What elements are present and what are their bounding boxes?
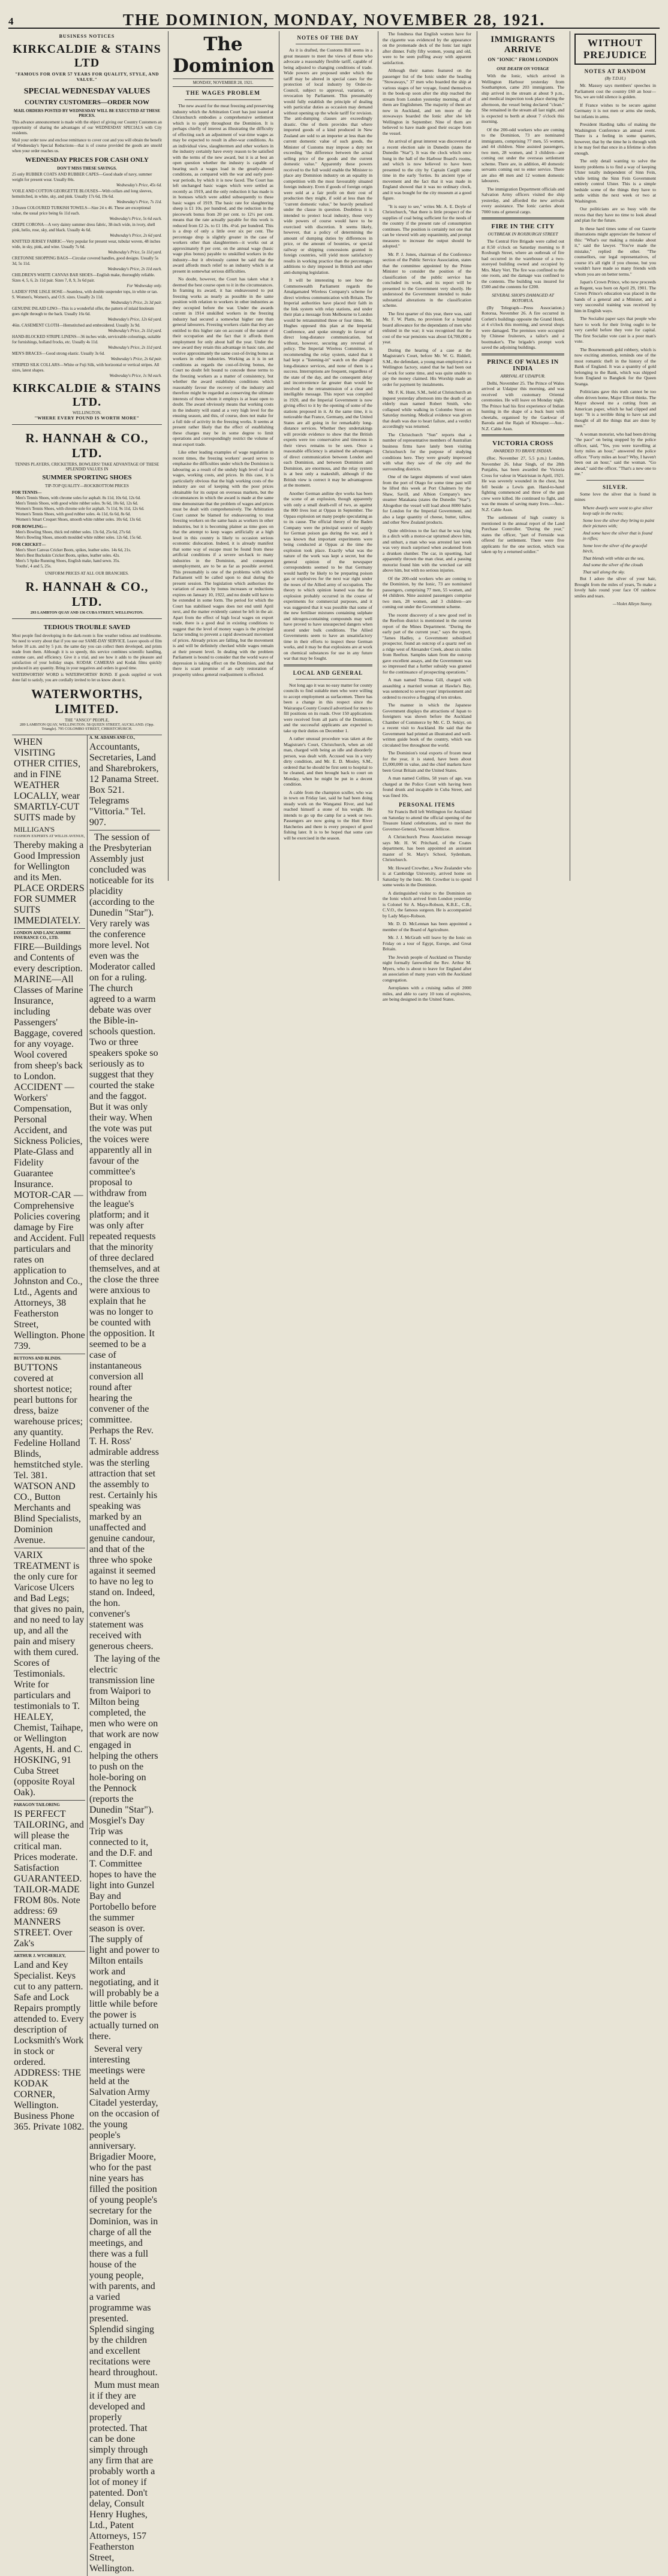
wp-paragraph: Mr. Massey says members' speeches in Parliament cost the country £60 an hour—Yes, we are told silence is golden. xyxy=(574,83,656,99)
shoe-line: Men's Bowling Shoes, smooth moulded white rubber soles. 12s 6d, 15s 6d. xyxy=(16,535,142,540)
hannah-ad xyxy=(12,425,162,619)
special-values-headline: SPECIAL WEDNESDAY VALUES xyxy=(23,87,151,96)
poem-line: That sail along the sky. xyxy=(583,569,625,575)
sale-item-price: Wednesday's Price, 2s 6d pair. xyxy=(110,357,162,361)
waterworths-addresses: 289 LAMBTON QUAY, WELLINGTON. 58 QUEEN STREET, AUCKLAND. (Opp. Triangle). 795 COLOMBO STREET, CHRISTCHURCH. xyxy=(19,723,155,731)
local-paragraph: The first quarter of this year, there was, said Mr. F. W. Platts, no provision for a hospital board allowance for the dependants of men who enlisted in the war; it was recognised that the cost of the war pensions was about £4,700,000 a year. xyxy=(383,310,471,345)
small-ads xyxy=(12,735,162,2576)
local-paragraph: An arrival of great interest was discovered at a recent election sale in Dunedin (states the Dunedin "Star"). It was the clock which once hung in the hall of the Harbour Board's rooms, and which is now believed to have been presented to the city by Captain Cargill some time in the early 'forties. Its ancient type of movement and the fact that it was made in England showed that it was no ordinary clock, and it was bought for the city museum at a good figure. xyxy=(383,138,471,201)
local-paragraph: A man named Thomas Gill, charged with assaulting a married woman at Hawke's Bay, was sentenced to seven years' imprisonment and ordered to receive a flogging of ten strokes. xyxy=(383,677,471,700)
kirkcaldie-footer-brand: KIRKCALDIE & STAINS LTD. xyxy=(13,382,161,409)
paragon-text: IS PERFECT TAILORING, and will please the critical man. Prices moderate. Satisfaction GUARANTEED. TAILOR-MADE FROM 80s. Note address: 69 MANNERS STREET. Over Zak's xyxy=(14,1809,84,1949)
kirkcaldie-intro: This advance announcement is made with the object of giving our Country Customers an opportunity of sharing the advantages of our WEDNESDAY SPECIALS with City residents. xyxy=(12,120,162,135)
wp-paragraph: A woman motorist, who had been driving "the pace" on being stopped by the police officer, said, "Yes, you were travelling at forty miles an hour," answered the police officer. "Forty miles an hour? Why, I haven't been out an hour," said the woman. "Go ahead," said the officer. "That's a new one to me." xyxy=(574,431,656,476)
milligans-intro: WHEN VISITING OTHER CITIES, and in FINE WEATHER LOCALLY, wear SMARTLY-CUT SUITS made by xyxy=(14,737,81,823)
sale-item xyxy=(12,256,162,271)
cross-heading: VICTORIA CROSS xyxy=(492,440,553,447)
poem-line: And some have the silver that is found in rifles; xyxy=(583,530,652,541)
sale-item-price: Wednesday's Price, 2s 6d yard. xyxy=(110,233,162,238)
dateline: MONDAY, NOVEMBER 28, 1921. xyxy=(173,78,273,87)
dont-miss-label: DON'T MISS THESE SAVINGS. xyxy=(57,166,117,171)
sale-item-price: Wednesday's Price, 2s 3d pair. xyxy=(110,300,162,305)
notes-paragraph: As it is drafted, the Customs Bill seems in a great measure to meet the views of those who advocate a reasonably flexible tariff, capable of being adjusted to changing conditions of trade. Wide powers are proposed under which the tariff may be altered in special cases for the protection of local industry by Order-in-Council, subject to approval, variation, or revocation by Parliament. This presumably would fully establish the principle of dealing with particular duties as occasion may demand without opening up the whole tariff for revision. The anti-dumping clauses are exceedingly drastic. One of them provides that where imported goods of a kind produced in New Zealand are sold to an importer at less than the current domestic value of such goods, the Minister of Customs may impose a duty not exceeding "the difference between the actual selling price of the goods and the current domestic value." Apparently these powers received to the full would enable the Minister to place any Dominion industry on an equality in competition with the most favourably situated foreign industry. Even if goods of foreign origin were sold at a fair profit on their cost of production they might, if sold at less than the "current domestic value," be heavily penalised under the clause in question. Doubtless it is intended to protect local industry, those very wide powers of course would have to be exercised with discretion. It seems likely, however, that a policy of determining the amount of dumping duties by differences in price, or the amount of bounties, or special railway or shipping concessions granted in foreign countries, will yield more satisfactory results in working practice than the percentages additions to duty imposed in British and other anti-dumping legislation. xyxy=(284,47,372,275)
sale-item-price: Wednesday's Price, 7s 11d. xyxy=(116,200,162,204)
prince-heading: PRINCE OF WALES IN INDIA xyxy=(487,358,559,372)
local-paragraph: During the hearing of a case at the Magistrate's Court, before Mr. W. G. Riddell, S.M., the defendant, a young man employed in a Wellington factory, stated that he had been out of work for some time, and was quite unable to pay the money claimed. His Worship made an order for payment by instalments. xyxy=(383,347,471,387)
shoe-line: Men's 5 Spike Running Shoes, English make, hand sewn. 35s. xyxy=(16,558,121,563)
sale-item-price: Wednesday's Price, 2s 11d yard. xyxy=(108,328,162,333)
mail-order-note: MAIL ORDERS POSTED BY WEDNESDAY WILL BE EXECUTED AT THESE PRICES. xyxy=(13,108,161,118)
milligans-sub: FASHION EXPERTS AT WILLIS AVENUE, xyxy=(14,834,85,838)
wp-paragraph: Our politicians are so busy with the recess that they have no time to look ahead and plan for the future. xyxy=(574,206,656,223)
london-lancashire-name: LONDON AND LANCASHIRE INSURANCE CO., LTD. xyxy=(14,931,71,940)
tedious-text: Most people find developing in the dark-room is fine weather tedious and troublesome. No need to worry about that if you use our SAME-DAY SERVICE. Leave spools of film before 10 a.m. and by 5 p.m. the same day you can collect them developed, and prints made from them. Although it is so speedy, this service combines scientific handling, extreme care, and efficiency. Give it a trial, and see how it adds to the pleasure and satisfaction of your holiday snaps. KODAK CAMERAS and Kodak films quickly produced in any quantity. Bring in your negatives and orders in good time. xyxy=(12,633,162,671)
shoe-line: Women's Smart Croquet Shoes, smooth white rubber soles. 10s 6d, 13s 6d. xyxy=(16,517,142,522)
country-customers-headline: COUNTRY CUSTOMERS—ORDER NOW xyxy=(24,99,150,106)
poem-line: Where dwarfs were wont to give silver keep safe in the rocks; xyxy=(583,505,653,516)
kirkcaldie-footer-city: WELLINGTON. xyxy=(73,410,101,415)
sale-item xyxy=(12,222,162,238)
sale-item-price: For Wednesday only. xyxy=(127,283,162,288)
notes-paragraph: It will be interesting to see how the Commonwealth Parliament regards the Amalgamated Wireless Company's scheme for direct wireless communication with Britain. The Imperial authorities have placed their faith in the link system with relay stations, and under their plan a message from Melbourne to London would be retransmitted three or four times. Mr. Hughes opposed this plan at the Imperial Conference, and spoke strongly in favour of direct long-distance communication, but without, however, securing any reversal of policy. The Imperial Wireless Committee, in recommending the relay system, stated that it had kept a "listening-in" watch on the alleged long-distance services, and none of them is a success. Interruptions are frequent, regardless of the state of the day, and the consequent delay and inconvenience far greater than would be involved in the retransmission of a clear and intelligible message. This report was compiled in 1920, and the Imperial Government is now giving effect to it by the opening of some of the stations proposed in it. At the same time, it is noticeable that France, Germany, and the United States are all going in for remarkably long-distance services. Whether they undertakings will provide evidence to show that the British experts were too conservative and timorous in their views remains to be seen. Once a reasonable efficiency is attained the advantages of direct communication between London and each Dominion, and between Dominion and Dominion, are enormous, and the relay system is at best only a makeshift, although if the British view is correct it may be advantageous at the moment. xyxy=(284,277,372,488)
sale-item-text: KNITTED JERSEY FABRIC—Very popular for present wear, tubular woven, 48 inches wide, in sky, pink, and wine. Usually 7s 6d. xyxy=(12,239,161,249)
page-number: 4 xyxy=(8,16,14,27)
sale-item-price: Wednesday's Price, 5s 11d yard. xyxy=(108,250,162,255)
small-ads-left xyxy=(12,735,87,2576)
shops-heading: SEVERAL SHOPS DAMAGED AT ROTORUA. xyxy=(492,292,554,303)
local-body xyxy=(284,682,372,841)
hannah-footer-brand: R. HANNAH & CO., LTD. xyxy=(25,579,149,609)
local-heading: LOCAL AND GENERAL xyxy=(293,669,363,676)
personal-paragraph: A Christchurch Press Association message says Mr. H. W. Pritchard, of the Coates department, has been appointed an assistant master of St. Mary's School, Sydenham, Christchurch. xyxy=(383,834,471,862)
wp-paragraph: If France wishes to be secure against Germany it is not men or arms she needs, but infants in arms. xyxy=(574,102,656,119)
sale-item-text: CRETONNE SHOPPING BAGS—Circular covered handles, good designs. Usually 5s 3d, 5s 11d. xyxy=(12,256,159,266)
sale-item-text: STRIPED SILK COLLARS—White or Fuji Silk, with horizontal or vertical stripes. All sizes, latest shapes. xyxy=(12,363,160,373)
tedious-headline: TEDIOUS TROUBLE SAVED xyxy=(43,624,131,631)
sale-item-text: CREPE CORONA—A very dainty summer dress fabric, 38-inch wide, in ivory, shell pink, helio, rose, sky, and black. Usually 4s 6d. xyxy=(12,222,155,232)
immigrants-heading: IMMIGRANTS ARRIVE xyxy=(491,35,555,55)
kirkcaldie-intro-2: Mail your order now and enclose remittance to cover cost and you will obtain the benefit of Wednesday's Special Reductions—that is of course provided the goods are unsold when your order reaches us. xyxy=(12,138,162,153)
sale-item-price: Wednesday's Price, 1s 9d each. xyxy=(109,373,162,378)
shoe-line: Women's Tennis Shoes, with chrome sole for asphalt. 7s 11d, 9s 11d, 12s 6d. xyxy=(16,506,145,511)
sale-item xyxy=(12,273,162,288)
settlement-text: The settlement of high country is mentioned in the annual report of the Land Purchase Controller. "During the year," states the officer, "part of Fernside was offered for settlement. There were five applicants for the one section, which was taken up by a returned soldier." xyxy=(482,515,564,554)
shoe-line: Men's Bowling Shoes, thick red rubber soles. 13s 6d, 25s 6d, 27s 6d. xyxy=(16,530,131,534)
sale-item-price: Wednesday's Price, 2s 11d each. xyxy=(107,267,162,271)
shoe-line: Women's Tennis Shoes, with good rubber soles. 4s 11d, 6s 6d, 8s 6d. xyxy=(16,512,131,517)
editorial-paragraph: No doubt, however, the Court has taken what it deemed the best course open to it in the circumstances. In framing its award, it has endeavoured to put freezing works as nearly as possible in the same position with relation to workers in other industries as they occupied before the war. Under the awards current in 1914 unskilled workers in the freezing industry had secured a somewhat higher rate than general labourers. Freezing workers claim that they are entitled to this higher rate on account of the nature of their occupation and the fact that it affords them employment for only about half the year. Under the new award they retain this advantage in basic rate, and receive approximately the same cost-of-living bonus as workers in other industries. Working as it is in set conditions as regards the cost-of-living bonus, the Court no doubt felt bound to concede these terms to the freezing workers as a matter of consistency, but whether the award establishes conditions which reasonably favour the recovery of the industry and therefore might be regarded as conserving the ultimate interests of those whom it employs is at least open to doubt. The award obviously means that working costs in the industry will stand at a very high level for the ensuing season, and this, of course, does not make for a full tide of activity in the freezing works. It seems at present rather likely that the effect of establishing these charges may be in some degree to limit operations and correspondingly restrict the volume of meat export trade. xyxy=(173,276,273,447)
without-prejudice-heading: WITHOUT PREJUDICE xyxy=(574,34,656,65)
sale-item-price: Wednesday's Price, 5s 6d each. xyxy=(109,216,162,221)
milligans-brand: MILLIGAN'S xyxy=(14,825,55,833)
uniform-prices-note: UNIFORM PRICES AT ALL OUR BRANCHES. xyxy=(45,571,129,576)
waterworths-ad xyxy=(12,619,162,735)
cross-subheading: AWARDED TO BRAVE INDIAN. xyxy=(493,448,553,454)
shoe-groups xyxy=(12,490,162,569)
sale-item-text: MEN'S BRACES—Good strong elastic. Usually 3s 6d. xyxy=(12,351,105,356)
wp-paragraph: The Socialist paper says that people who have to work for their living ought to be very careful before they vote for capital. The first Socialist vote cast is a poor man's vote. xyxy=(574,316,656,344)
prince-subheading: ARRIVAL AT UDAIPUR. xyxy=(500,373,546,379)
local-items xyxy=(383,31,471,1002)
auto-note: Aeroplanes with a cruising radius of 2000 miles, and able to carry 10 tons of explosives, are being designed in the United States. xyxy=(383,985,471,1002)
sale-item-price: Wednesday's Price, 12s 6d yard. xyxy=(107,317,162,322)
personal-paragraph: Mr. D. D. McLennan has been appointed a member of the Board of Agriculture. xyxy=(383,921,471,932)
local-paragraph: The manner in which the Japanese Government displays the attractions of Japan to foreigners was shown before the Auckland Chamber of Commerce by Mr. C. D. Sekiyr, on a recent visit to Auckland. He said that the Government had printed an illustrated and well-written guide book of the country, which was circulated free throughout the world. xyxy=(383,702,471,748)
editorial-heading: THE WAGES PROBLEM xyxy=(186,90,260,96)
milligans-text: Thereby making a Good Impression for Wellington and its Men. PLACE ORDERS FOR SUMMER SUITS IMMEDIATELY. xyxy=(14,840,85,926)
cross-text: (Rec. November 27, 5.5 p.m.) London, November 26. Ishar Singh, of the 28th Punjabis, has been awarded the Victoria Cross for valour in Waziristan in April, 1921. He was severely wounded in the chest, but fell beside a Lewis gun. Hand-to-hand fighting commenced and three of the gun crew were killed. He continued to fight, and was the means of saving many lives.—Aus.-N.Z. Cable Assn. xyxy=(482,455,564,512)
prince-text: Delhi, November 25. The Prince of Wales arrived at Udaipur this morning, and was received with customary Oriental ceremonies. He will leave on Monday night. The Prince had his first experience of Indian hunting in the shape of a buck hunt with cheetahs, organised by the Gaekwar of Baroda and the Rajah of Khotapur.—Aus.-N.Z. Cable Assn. xyxy=(482,380,564,431)
poem-line: That blends with white as the sea, xyxy=(583,555,645,561)
hannah-intro: TENNIS PLAYERS, CRICKETERS, BOWLERS! TAKE ADVANTAGE OF THESE SPLENDID VALUES IN xyxy=(14,462,160,472)
immigrants-subheading: ON "IONIC" FROM LONDON xyxy=(488,56,558,62)
fire-heading: FIRE IN THE CITY xyxy=(491,223,555,230)
notes-paragraph: Another German aniline dye works has been the scene of an explosion, though apparently with only a small death-roll of two, as against the 800 lives lost at Oppau in September. The Oppau explosion set many people speculating as to its cause. The official theory of the Baden Company were the principal source of supply for German poison gas during the war, and it was known that important experiments were being conducted at Oppau at the time the explosion took place. Exactly what was the nature of the work was kept a secret, but the general opinion of the newspaper correspondents seemed to be that Germany would hardly be likely to be preparing poison gas or explosives for the next war right under the noses of the Allied army of occupation. The theory to which opinion leaned was that the explosion probably occurred in the course of experiments for commercial purposes, and it was suggested that it was possible that some of the new fertiliser mixtures containing sulphate and nitrogen-containing compounds may well have proved to have unsuspected dangers when stored under bulk conditions. The Allied Governments seem to have an unsatisfactory time in their efforts to inspect these German works, and it may be that explosions are at work on chemical substances for use in any future war that may be fought. xyxy=(284,490,372,661)
sale-item-text: CHILDREN'S WHITE CANVAS BAR SHOES—English make, thoroughly reliable. Sizes 4, 5, 6, 2s 11d pair. Sizes 7, 8, 9, 3s 6d pair. xyxy=(12,273,155,283)
sale-item-text: 3 Dozen COLOURED TURKISH TOWELS—Size 24 x 46. These are exceptional value, the usual price being 6s 11d each. xyxy=(12,206,151,216)
shoe-line: Men's Tennis Shoes, with chrome soles for asphalt. 8s 11d, 10s 6d, 12s 6d. xyxy=(16,496,141,500)
wp-paragraph: Japan's Crown Prince, who now proceeds as Regent, was born on April 29, 1901. The Crown Prince's education was placed in the hands of a general and a Minister, and a very successful training was received by him in English ways. xyxy=(574,279,656,313)
adams-text: Accountants, Secretaries, Land and Sharebrokers, 12 Panama Street. Box 521. Telegrams "Vittoria." Tel. 907. xyxy=(89,742,159,828)
local-paragraph: "It is easy to see," writes Mr. A. E. Doyle of Christchurch, "that there is little prospect of the supplies of coal being sufficient for the needs of the country if the present rate of consumption continues. The position is certainly not one that can be viewed with any equanimity, and prompt measures to increase the output should be adopted." xyxy=(383,203,471,249)
notes-column xyxy=(280,31,376,882)
sale-item-text: VOILE AND COTTON GEORGETTE BLOUSES—With collars and long sleeves, hemstitched, in white, sky, and pink. Usually 17s 6d, 19s 6d. xyxy=(12,189,153,199)
local-paragraph: Not long ago it was no easy matter for county councils to find suitable men who were willing to accept employment as surfacemen. There has been a change in this respect since the Wairarapa County Council advertised for men to fill positions on its roads. Over 150 applications were received from all parts of the Dominion, and the successful applicants are expected to take up their duties on December 1. xyxy=(284,682,372,733)
wp-paragraph: In these hard times some of our Gazette illustrations might appreciate the humour of this: "What's our making a mistake about it," said the lawyer. "You've made the mistake," replied the other. "The counsellors, our legal representatives, of course it's all right if you choose, but you wouldn't have made so many friends with whom you are on better terms." xyxy=(574,225,656,277)
shoe-group-title: FOR CRICKET— xyxy=(12,542,46,547)
local-paragraph: Of the 200-odd workers who are coming to the Dominion, by the Ionic, 73 are nominated passengers, comprising 77 men, 55 women, and 44 children. Nine assisted passengers comprise two men, 28 women, and 3 children—are coming out under the Government scheme. xyxy=(383,575,471,609)
presbyterian-text: The session of the Presbyterian Assembly just concluded was noticeable for its placidity (according to the Dunedin "Star"). Very rarely was the conference more level. Not even was the Moderator called on for a ruling. The church agreed to a warm debate was over the Bible-in-schools question. Two or three speakers spoke so seriously as to suggest that they courted the stake and the faggot. But it was only their way. When the vote was put the voices were apparently all in favour of the committee's proposal to withdraw from the league's platform; and it was only after repeated requests that the minority of three declared themselves, and at the close the three were anxious to explain that he was no longer to be counted with the opposition. It seemed to be a case of instantaneous conversion all round after hearing the convener of the committee. Perhaps the Rev. T. H. Ross' admirable address was the sterling attraction that set the assembly to rest. Certainly his speaking was marked by an unaffected and genuine candour, and that of the three who spoke against it seemed to have no leg to stand on. Indeed, the hon. convener's statement was received with generous cheers. xyxy=(89,832,160,1651)
wp-paragraph: The Bournemouth gold robbery, which is now exciting attention, reminds one of the most romantic theft in the history of the Bank of England. It was a quantity of gold belonging to the Bank, which was shipped from England to Bangkok for the Queen Seanga. xyxy=(574,346,656,386)
immigrants-body xyxy=(482,73,564,215)
notes-heading: NOTES OF THE DAY xyxy=(297,35,359,41)
ansco-people: THE "ANSCO" PEOPLE, xyxy=(65,718,109,723)
wp-paragraph: The only detail wanting to solve the knotty problems is to find a way of keeping Ulster totally independent of Sinn Fein, while letting the Sinn Fein Government entirely control Ulster. This is a simple bedside scene of the things they have to settle within the next week or two at Washington. xyxy=(574,158,656,204)
sale-item xyxy=(12,289,162,305)
sale-item-price: Wednesday's Price, 2s 11d yard. xyxy=(108,345,162,350)
sale-item-text: 25 only RUBBER COATS AND RUBBER CAPES—Good shade of navy, summer weight for present wear. Usually 84s. xyxy=(12,172,152,182)
small-ads-right xyxy=(87,735,162,2576)
london-lancashire-text: FIRE—Buildings and Contents of every description. MARINE—All Classes of Marine Insurance, including Passengers' Baggage, covered for any voyage. Wool covered from sheep's back to London. ACCIDENT — Workers' Compensation, Personal Accident, and Sickness Policies, Plate-Glass and Fidelity Guarantee Insurance. MOTOR-CAR — Comprehensive Policies covering damage by Fire and Accident. Full particulars and rates on application to Johnston and Co., Ltd., Agents and Attorneys, 38 Featherston Street, Wellington. Phone 739. xyxy=(14,942,85,1351)
wednesday-items-list xyxy=(12,172,162,378)
shops-text: (By Telegraph—Press Association.) Rotorua, November 26. A fire occurred in Corlett's buildings opposite the Grand Hotel, at 4 o'clock this morning, and several shops were damaged. The premises were occupied by Chinese fruiterers, a tailor's and a bootmaker's. The brigade's prompt work saved the adjoining buildings. xyxy=(482,304,564,350)
patents-text: Mum must mean it if they are developed and properly protected. That can be done simply through any firm that are probably worth a lot of money if patented. Don't delay, Consult Henry Hughes, Ltd., Patent Attorneys, 157 Featherston Street, Wellington. xyxy=(89,2380,160,2574)
hannah-address: 293 LAMBTON QUAY AND 136 CUBA STREET, WELLINGTON. xyxy=(30,611,144,615)
local-paragraph: The Dominion's total exports of frozen meat for the year, it is stated, have been about £5,000,000 in value, and the chief markets have been Great Britain and the United States. xyxy=(383,750,471,773)
waterworths-bond: WATERWORTHS' WORD is WATERWORTHS' BOND. If goods supplied or work done fail to satisfy, you are cordially invited to let us know about it. xyxy=(12,672,162,682)
personal-heading: PERSONAL ITEMS xyxy=(399,802,455,808)
newspaper-title: THE DOMINION, MONDAY, NOVEMBER 28, 1921. xyxy=(122,11,546,29)
without-prejudice-column xyxy=(571,31,660,882)
kirkcaldie-footer-tagline: "WHERE EVERY POUND IS WORTH MORE" xyxy=(34,415,140,421)
wp-paragraph: Politicians gave this truth cannot be too often driven home, Major Elliott thinks. The Mayor showed me a cutting from an American paper, which he had clipped and kept: "It is a terrible thing to have sat and thought of all the things that are done by men." xyxy=(574,389,656,428)
personal-paragraph: A distinguished visitor to the Dominion on the Ionic which arrived from London yesterday is Colonel Sir A. Mayo-Robson, K.B.E., C.B., C.V.O., the famous surgeon. He is accompanied by Lady Mayo-Robson. xyxy=(383,890,471,919)
local-column xyxy=(379,31,475,1002)
summer-shoes-headline: SUMMER SPORTING SHOES xyxy=(42,474,132,481)
wycherley-text: Land and Key Specialist. Keys cut to any pattern. Safe and Lock Repairs promptly attended to. Every description of Locksmith's Work in stock or ordered. ADDRESS: THE KODAK CORNER, Wellington. Business Phone 365. Private 1082. xyxy=(14,1960,85,2132)
wp-byline: (By T.D.H.) xyxy=(604,76,626,81)
wp-paragraph: President Harding talks of making the Washington Conference an annual event. There is a feeling in some quarters, however, that by the time he is through with it he may feel that once in a lifetime is often enough. xyxy=(574,122,656,156)
business-notices-label: BUSINESS NOTICES xyxy=(59,34,115,39)
personal-paragraph: The Jewish people of Auckland on Thursday night formally farewelled the Rev. Arthur M. Myers, who is about to leave for England after an association of many years with the Auckland congregation. xyxy=(383,954,471,983)
local-paragraph: The Christchurch "Sun" reports that a number of representative members of Australian business firms have lately been visiting Christchurch for the purpose of studying conditions here. They were greatly impressed with what they saw of the city and the surrounding districts. xyxy=(383,431,471,472)
fire-text: The Central Fire Brigade were called out at 8.50 o'clock on Saturday morning to 8 Roxburgh Street, where an outbreak of fire had occurred in the warehouse of a two-storeyed building owned and occupied by Mrs. Mary Vert. The fire was confined to the one room, and the damage was confined to the contents. The building was insured for £500 and the contents for £200. xyxy=(482,238,564,289)
shoe-line: Men's Tennis Shoes, with good white rubber soles. 9s 6d, 10s 6d, 12s 6d. xyxy=(16,501,139,506)
wycherley-name: ARTHUR J. WYCHERLEY, xyxy=(14,1953,66,1958)
silver-intro: Some love the silver that is found in mines xyxy=(574,491,656,502)
local-paragraph: The recent discovery of a new good reef in the Reefton district is mentioned in the current report of the Mines Department. "During the early part of the current year," says the report, "James Hadley, a Government subsidised prospector, found an outcrop of a quartz reef on a ridge west of Alexander Creek, about six miles from Reefton. Samples taken from the outcrop gave excellent assays, and the Government was so impressed that a further subsidy was granted for the continuance of prospecting operations." xyxy=(383,612,471,675)
sale-item xyxy=(12,323,162,333)
varix-text: VARIX TREATMENT is the only cure for Varicose Ulcers and Bad Legs; that gives no pain, and no need to lay up, and all the pain and misery with them cured. Scores of Testimonials. Write for particulars and testimonials to T. HEALEY, Chemist, Taihape, or Wellington Agents, H. and C. HOSKING, 91 Cuba Street (opposite Royal Oak). xyxy=(14,1550,85,1798)
personal-paragraph: Mr. J. J. McGrath will leave by the Ionic on Friday on a tour of Egypt, Europe, and Great Britain. xyxy=(383,935,471,952)
local-paragraph: A cable from the champion sculler, who was in town on Friday last, said he had been doing steady work on the Wanganui River, and had reached himself a stone of his weight. He intends to go up the camp for a week or two. Passengers are now going to the Hutt River Hatcheries and there is every prospect of good fishing later. It is to be hoped that some care will be exercised in the season. xyxy=(284,789,372,841)
shoe-group-title: FOR TENNIS— xyxy=(12,490,42,495)
editorial-column xyxy=(169,31,277,882)
paper-name: The Dominion xyxy=(173,34,275,77)
buttons-text: BUTTONS covered at shortest notice; pearl buttons for dress, baize warehouse prices; any quantity. Fedeline Holland Blinds, hemstitched style. Tel. 381. WATSON AND CO., Button Merchants and Blind Specialists, Dominion Avenue. xyxy=(14,1363,83,1545)
silver-signature: —Violet Alleyn Storey. xyxy=(612,601,652,606)
sale-item xyxy=(12,351,162,361)
paragon-title: PARAGON TAILORING xyxy=(14,1802,60,1807)
hannah-sub: TIP-TOP QUALITY—ROCKBOTTOM PRICES xyxy=(45,484,129,488)
local-paragraph: One of the largest shipments of wool taken from the port of Otago for some time past will be lifted this week at Port Chalmers by the Shaw, Savill, and Albion Company's new steamer Matakana (states the Dunedin "Star"). Altogether the vessel will load about 8000 bales for London for the Imperial Government, and also a large quantity of cheese, butter, tallow, and other New Zealand products. xyxy=(383,474,471,525)
shoe-group-title: FOR BOWLING— xyxy=(12,524,47,529)
immigrants-paragraph: With the Ionic, which arrived in Wellington Harbour yesterday from Southampton, came 203 immigrants. The ship arrived in the stream at about 9 p.m., and medical inspection took place during the afternoon, the vessel being declared "clean." She remained in the stream all last night, and is expected to berth at about 7 o'clock this morning. xyxy=(482,73,564,124)
sale-item-text: HAND-BLOCKED STRIPE LINENS—36 inches wide, serviceable colourings, suitable for furnishings, holland frocks, etc. Usually 4s 11d. xyxy=(12,334,161,345)
local-paragraph: A man named Collins, 58 years of age, was charged at the Police Court with having been found drunk and incapable in Cuba Street, and was fined 10s. xyxy=(383,775,471,798)
local-paragraph: Quite oblivious to the fact that he was lying in a ditch with a motor-car upturned above him, and unhurt, a man who was arrested last week was very much surprised when awakened from a drunken slumber. The car, in upsetting, had apparently thrown the man clear, and a passing motorist found him with the wrecked car still above him, but with no serious injuries. xyxy=(383,527,471,573)
local-paragraph: A rather unusual procedure was taken at the Magistrate's Court, Christchurch, when an old man, charged with being an idle and disorderly person, was dealt with. Accused was in a very dirty condition, and Mr. E. D. Mosley, S.M., ordered that he should be first sent to hospital to be cleaned, and then brought back to court on Monday, when he might be put in a decent condition. xyxy=(284,736,372,787)
salvation-army-text: Several very interesting meetings were held at the Salvation Army Citadel yesterday, on the occasion of the young people's anniversary. Brigadier Moore, who for the past nine years has filled the position of young people's secretary for the Dominion, was in charge of all the meetings, and there was a full house of the young people, with parents, and a varied programme was presented. Splendid singing by the children and excellent recitations were heard throughout. xyxy=(89,2044,160,2378)
editorial-paragraph: Like other leading examples of wage regulation in recent times, the freezing workers' award serves to emphasise the difficulties under which the Dominion is labouring as a result of the unduly high level of local wages, working costs, and prices. In this case, it is particularly obvious that the high working costs of the industry are out of keeping with the poor prices obtainable for its output on overseas markets, but the circumstances in which the award is made at the same time demonstrate that the problem of wages and prices must be dealt with comprehensively. The Arbitration Court cannot be blamed for endeavouring to treat freezing workers on the same basis as workers in other industries, but it is becoming plainer as time goes on that the attempt to keep wages artificially at a high level in this country is likely to occasion serious economic dislocation. Indeed, it is already manifest that some way of escape must be found from these artificial conditions if a severe set-back to many industries in the Dominion, and consequent unemployment, are to be as far as possible averted. This presumably is one of the problems with which Parliament will be called upon to deal during the present session. The legislation which authorises the variation of awards by bonus increases or reductions expires on January 10, 1922, and no doubt will have to be extended in some form. The period for which the Court has stabilised wages does not end until April next, and the matter evidently cannot be left in the air. Apart from the effect of high local wages on export trade, there is a good deal in existing conditions to suggest that the level of money wages is the principal factor tending to prevent a rapid downward movement of prices. Already prices are falling, but the movement is and will be definitely checked while wages remain at their present level. In dealing with the problem Parliament is bound to consider that the world wave of depression is taking effect on the Dominion, and that there is scant promise of an early restoration of prosperity unless general readjustment is effected. xyxy=(173,449,273,677)
editorial-body xyxy=(173,103,273,677)
silver-heading: SILVER. xyxy=(603,484,628,490)
ads-column xyxy=(8,31,166,2574)
news-column xyxy=(478,31,568,882)
waterworths-brand: WATERWORTHS, LIMITED. xyxy=(31,687,143,716)
notes-body xyxy=(284,47,372,662)
transmission-text: The laying of the electric transmission line from Waipori to Milton being completed, the men who were on that work are now engaged in helping the others to push on the hole-boring on the Pennock (reports the Dunedin "Star"). Mosgiel's Day Trip was connected to it, and the D.F. and T. Committee hopes to have the light into Gunzel Bay and Portobello before the summer season is over. The supply of light and power to Milton entails work and negotiating, and it will probably be a little while before the power is actually turned on there. xyxy=(89,1654,160,2042)
local-paragraph: Mr. P. J. Jones, chairman of the Conference section of the Public Service Association, states that the committee appointed by the Prime Minister to consider the position of the classification of the public service has concluded its work, and its report will be presented to the Government very shortly. He understood the Government intended to make substantial alterations in the classification scheme. xyxy=(383,251,471,308)
silver-poem xyxy=(574,505,656,575)
immigrants-paragraph: Of the 200-odd workers who are coming to the Dominion, 73 are nominated immigrants, comprising 77 men, 55 women, and 44 children. Nine assisted passengers, two men, 28 women, and 3 children—are coming out under the overseas settlement scheme. There are, in addition, 40 domestic servants coming out to enter service. There are also 48 men and 12 women domestic labourers. xyxy=(482,126,564,183)
buttons-title: BUTTONS AND BLINDS. xyxy=(14,1356,62,1361)
sale-item xyxy=(12,306,162,322)
local-paragraph: Mr. F. K. Hunt, S.M., held at Christchurch an inquest yesterday afternoon into the death of an elderly man named Robert Smith, who collapsed while walking in Colombo Street on Saturday morning. Medical evidence was given that death was due to heart failure, and a verdict accordingly was returned. xyxy=(383,389,471,429)
sale-item xyxy=(12,334,162,350)
personal-paragraph: Sir Francis Bell left Wellington for Auckland on Saturday to attend the official opening of the Treasure Island celebrations, and to meet the Governor-General, Viscount Jellicoe. xyxy=(383,809,471,832)
immigrants-subheading-2: ONE DEATH ON VOYAGE xyxy=(497,66,549,71)
sale-item xyxy=(12,206,162,221)
shoe-line: Youths', 4 and 5, 25s. xyxy=(16,564,52,569)
masthead xyxy=(8,5,660,29)
sale-item-text: GENUINE INLAID LINO—This is a wonderful offer, the pattern of inlaid linoleum goes right through to the back. Usually 16s 6d. xyxy=(12,306,154,316)
editorial-paragraph: The new award for the meat freezing and preserving industry which the Arbitration Court has just issued at Christchurch embodies a comprehensive settlement which is to apply throughout the Dominion. It is perhaps chiefly of interest as illustrating the difficulty of effecting such an adjustment of war-time wages as may be expected to result in after-war conditions. As an individual view, slaughtermen and other workers in the industry certainly have every reason to be satisfied with the terms of the new award, but it is at best an open question whether the industry is capable of bearing such a wages load in the greatly-altered conditions, as compared with the war and early post-war periods, by which it is now faced. The Court has left unchanged basic wages which were settled as recently as 1919, and the only reduction it has made is in bonuses which were added subsequently to these basic wages of 1919. The basic rate for slaughtering sheep is £1 10s. per hundred, and the reduction in the piecework bonus from 20 per cent. to 12½ per cent. means that the rate actually payable for this work is reduced from £2 2s. to £1 18s. 4½d. per hundred. This is a drop of only a little over six per cent. The percentage drop is slightly greater in the case of workers other than slaughtermen—it works out at approximately 8 per cent. on the annual wage (basic wage plus bonus) payable to unskilled workers in the industry—but it obviously cannot be said that the award affords much relief to an industry which is at present in somewhat serious difficulties. xyxy=(173,103,273,274)
sale-item xyxy=(12,189,162,204)
kirkcaldie-ad xyxy=(12,31,162,425)
local-paragraph: Although their names featured on the passenger list of the Ionic under the heading "Stowaways," 37 men who boarded the ship at various stages of her voyage, found themselves in the book-up soon after the ship reached the stream from London yesterday morning, all of them are Englishmen. The majority of them are now in Auckland, and ten more of the stowaways boarded the Ionic after she left Wellington in September. Nine of them are believed to have made good their escape from the vessel. xyxy=(383,68,471,136)
personal-paragraph: Mr. Howard Crowther, a New Zealander who is at Cambridge University, arrived home on Saturday by the Ionic. Mr. Crowther is to spend some weeks in the Dominion. xyxy=(383,865,471,887)
wp-body xyxy=(574,83,656,477)
sale-item-text: 46in. CASEMENT CLOTH—Hemstitched and embroidered. Usually 3s 9d. xyxy=(12,323,140,328)
sale-item-text: LADIES' FINE LISLE HOSE—Seamless, with double suspender tops, in white or tan. S. Women's, Women's, and O.S. sizes. Usually 2s 11d. xyxy=(12,289,158,300)
immigrants-paragraph: The immigration Department officials and Salvation Army officers visited the ship yesterday, and afforded the new arrivals every assistance. The Ionic carries about 7000 tons of general cargo. xyxy=(482,186,564,215)
kirkcaldie-tagline: "FAMOUS FOR OVER 57 YEARS FOR QUALITY, STYLE, AND VALUE." xyxy=(14,71,160,82)
poem-line: Some love the silver of the graceful birch, xyxy=(583,542,648,554)
hannah-brand: R. HANNAH & CO., LTD. xyxy=(25,431,149,460)
sale-item xyxy=(12,363,162,378)
shoe-line: Men's Best Buckskin Cricket Boots, spikes, leather soles. 42s. xyxy=(16,553,120,558)
poem-line: Some love the silver they bring to paint their pictures with; xyxy=(583,517,655,529)
local-paragraph: The fondness that English women have for the cigarette was evidenced by the appearance on the promenade deck of the Ionic last night after dinner. Fully fifty women, young and old, were to be seen puffing away with apparent satisfaction. xyxy=(383,31,471,65)
fire-subheading: OUTBREAK IN ROXBURGH STREET xyxy=(488,231,558,237)
notes-at-random: NOTES AT RANDOM xyxy=(584,68,646,74)
sale-item xyxy=(12,172,162,188)
sale-item xyxy=(12,239,162,255)
poem-line: And some the silver of the clouds xyxy=(583,562,643,567)
adams-name: A. M. ADAMS AND CO., xyxy=(89,735,136,740)
sale-item-price: Wednesday's Price, 45s 6d. xyxy=(116,183,162,188)
wednesday-prices-headline: WEDNESDAY PRICES FOR CASH ONLY xyxy=(25,156,149,164)
kirkcaldie-brand: KIRKCALDIE & STAINS LTD xyxy=(13,43,161,70)
shoe-line: Men's Short Canvas Cricket Boots, spikes, leather soles. 14s 6d, 21s. xyxy=(16,548,131,552)
silver-end: But I adore the silver of your hair, Brought from the miles of years, To make a lovely halo round your face Of rainbow smiles and tears. xyxy=(574,576,656,599)
